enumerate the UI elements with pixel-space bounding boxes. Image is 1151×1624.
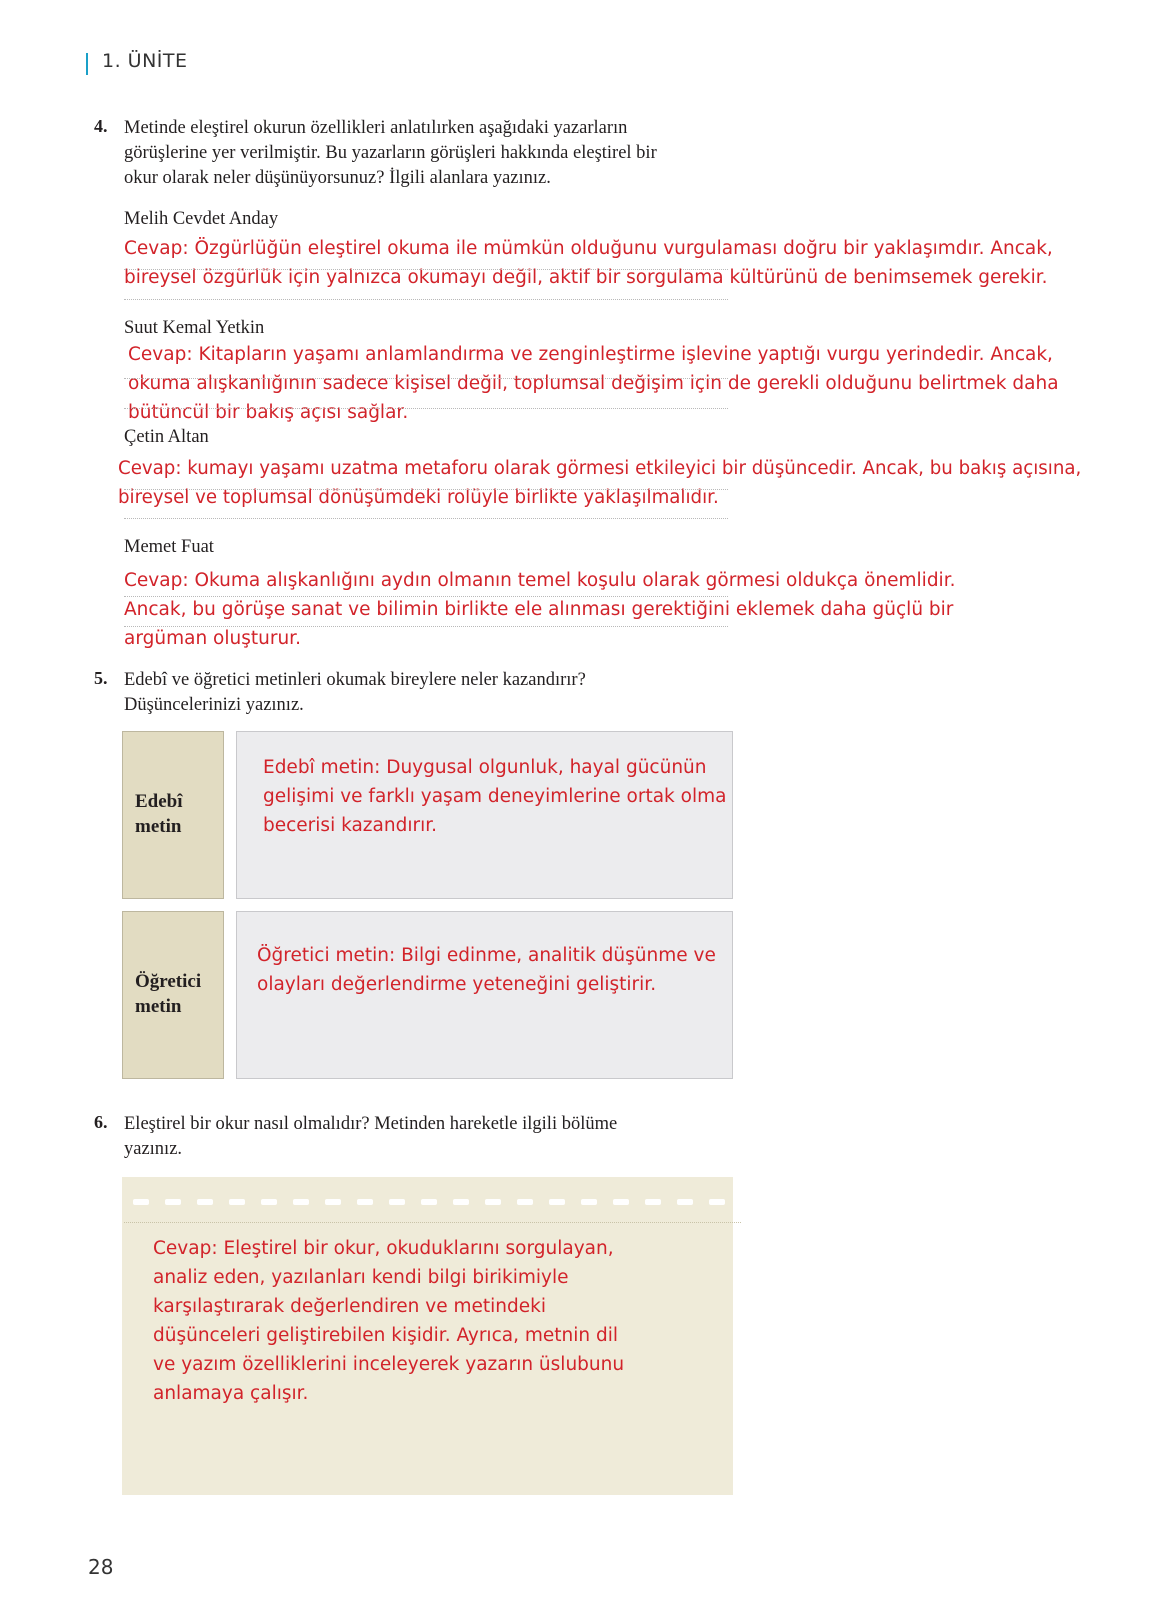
notepad-divider <box>124 1222 741 1223</box>
answer-writing-line <box>124 378 728 379</box>
answer-line: Öğretici metin: Bilgi edinme, analitik düşünme ve <box>257 945 716 966</box>
answer-line: karşılaştırarak değerlendiren ve metindeki <box>153 1296 546 1317</box>
question-text-line: görüşlerine yer verilmiştir. Bu yazarların görüşleri hakkında eleştirel bir <box>124 143 657 163</box>
answer-line: Cevap: Eleştirel bir okur, okuduklarını sorgulayan, <box>153 1238 614 1259</box>
answer-altan[interactable] <box>118 454 1081 512</box>
answer-fuat[interactable] <box>124 566 956 653</box>
answer-writing-line <box>124 489 728 490</box>
box-label-line: metin <box>135 996 182 1017</box>
answer-line: bireysel özgürlük için yalnızca okumayı değil, aktif bir sorgulama kültürünü de benimsemek gerekir. <box>124 267 1048 288</box>
answer-line: Cevap: Okuma alışkanlığını aydın olmanın temel koşulu olarak görmesi oldukça önemlidir. <box>124 570 956 591</box>
author-name-yetkin: Suut Kemal Yetkin <box>124 318 265 338</box>
question-4-text <box>124 116 657 191</box>
ogretici-metin-label-box <box>122 911 224 1079</box>
answer-line: Edebî metin: Duygusal olgunluk, hayal gücünün <box>263 757 707 778</box>
question-5-number: 5. <box>94 668 108 688</box>
question-text-line: yazınız. <box>124 1139 183 1159</box>
unit-title: 1. ÜNİTE <box>102 50 188 72</box>
question-text-line: Eleştirel bir okur nasıl olmalıdır? Metinden hareketle ilgili bölüme <box>124 1114 618 1134</box>
answer-writing-line <box>124 518 728 519</box>
question-6-answer <box>153 1234 624 1408</box>
question-text-line: Düşüncelerinizi yazınız. <box>124 695 304 715</box>
author-name-altan: Çetin Altan <box>124 427 209 447</box>
answer-line: bireysel ve toplumsal dönüşümdeki rolüyle birlikte yaklaşılmalıdır. <box>118 487 719 508</box>
answer-line: Ancak, bu görüşe sanat ve bilimin birlikte ele alınması gerektiğini eklemek daha güçlü bir <box>124 599 954 620</box>
answer-line: Cevap: kumayı yaşamı uzatma metaforu olarak görmesi etkileyici bir düşüncedir. Ancak, bu bakış açısına, <box>118 458 1082 479</box>
box-label-line: Öğretici <box>135 971 202 992</box>
answer-line: ve yazım özelliklerini inceleyerek yazarın üslubunu <box>153 1354 625 1375</box>
answer-anday[interactable] <box>124 234 1053 292</box>
page-number: 28 <box>88 1555 114 1579</box>
answer-line: bütüncül bir bakış açısı sağlar. <box>128 402 409 423</box>
answer-line: Cevap: Özgürlüğün eleştirel okuma ile mümkün olduğunu vurgulaması doğru bir yaklaşımdır. Ancak, <box>124 238 1053 259</box>
answer-line: olayları değerlendirme yeteneğini geliştirir. <box>257 974 657 995</box>
box-label-line: metin <box>135 816 182 837</box>
answer-line: argüman oluşturur. <box>124 628 301 649</box>
author-name-anday: Melih Cevdet Anday <box>124 209 279 229</box>
answer-line: anlamaya çalışır. <box>153 1383 309 1404</box>
answer-line: okuma alışkanlığının sadece kişisel değil, toplumsal değişim için de gerekli olduğunu belirtmek daha <box>128 373 1059 394</box>
question-4-number: 4. <box>94 116 108 136</box>
answer-line: gelişimi ve farklı yaşam deneyimlerine ortak olma <box>263 786 727 807</box>
question-5-text <box>124 668 586 718</box>
answer-line: analiz eden, yazılanları kendi bilgi birikimiyle <box>153 1267 569 1288</box>
answer-line: Cevap: Kitapların yaşamı anlamlandırma ve zenginleştirme işlevine yaptığı vurgu yerindedir. Ancak, <box>128 344 1053 365</box>
ogretici-metin-answer <box>257 941 716 999</box>
box-label-line: Edebî <box>135 791 183 812</box>
question-text-line: Edebî ve öğretici metinleri okumak bireylere neler kazandırır? <box>124 670 586 690</box>
answer-yetkin[interactable] <box>128 340 1059 427</box>
edebi-metin-label-box <box>122 731 224 899</box>
author-name-fuat: Memet Fuat <box>124 537 214 557</box>
notepad-perforation <box>133 1199 739 1205</box>
question-text-line: okur olarak neler düşünüyorsunuz? İlgili alanlara yazınız. <box>124 168 551 188</box>
answer-line: becerisi kazandırır. <box>263 815 437 836</box>
unit-header-bar <box>86 53 88 75</box>
answer-writing-line <box>124 408 728 409</box>
answer-line: düşünceleri geliştirebilen kişidir. Ayrıca, metnin dil <box>153 1325 618 1346</box>
answer-writing-line <box>124 269 728 270</box>
answer-writing-line <box>124 596 728 597</box>
question-6-text <box>124 1112 617 1162</box>
question-6-number: 6. <box>94 1112 108 1132</box>
question-text-line: Metinde eleştirel okurun özellikleri anlatılırken aşağıdaki yazarların <box>124 118 628 138</box>
answer-writing-line <box>124 299 728 300</box>
answer-writing-line <box>124 626 728 627</box>
edebi-metin-answer <box>263 753 726 840</box>
